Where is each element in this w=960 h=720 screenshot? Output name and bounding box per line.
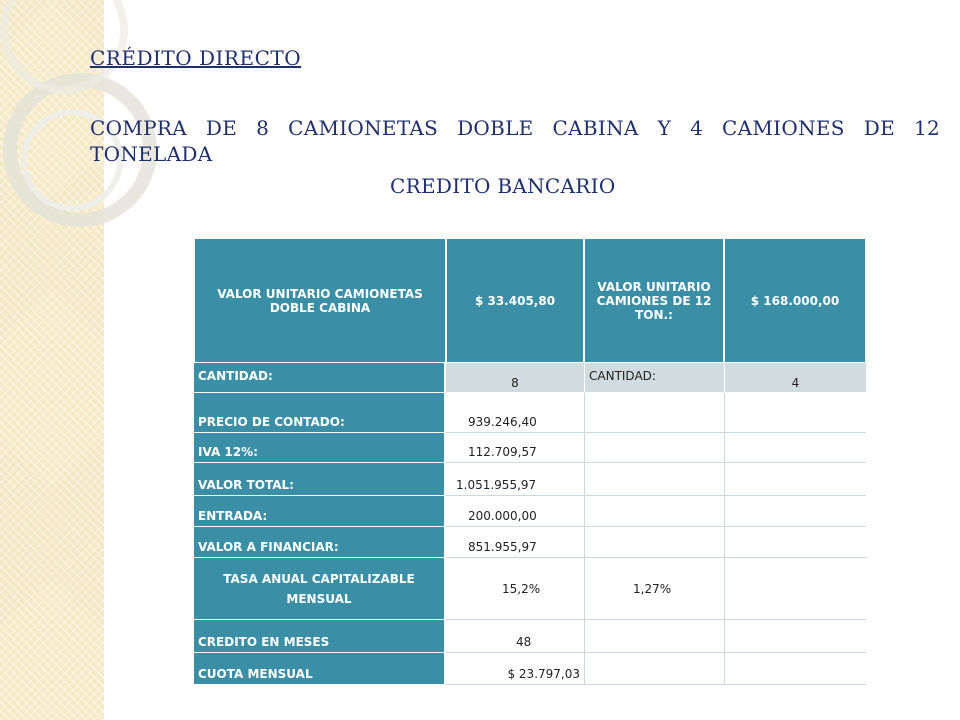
row-value: 1.051.955,97 <box>446 463 584 496</box>
row-value: 15,2% <box>446 558 584 620</box>
row-col3 <box>584 496 724 527</box>
table-row <box>194 433 866 463</box>
row-col4: 4 <box>724 363 866 393</box>
row-value: $ 23.797,03 <box>446 653 584 685</box>
row-col4 <box>724 653 866 685</box>
section-heading: CREDITO BANCARIO <box>390 174 616 198</box>
table-row <box>194 527 866 558</box>
credit-table <box>194 238 866 685</box>
row-col4 <box>724 558 866 620</box>
row-label: VALOR TOTAL: <box>194 463 446 496</box>
row-label: TASA ANUAL CAPITALIZABLE MENSUAL <box>194 558 446 620</box>
row-col3 <box>584 620 724 653</box>
row-col4 <box>724 433 866 463</box>
row-col3 <box>584 527 724 558</box>
table-row <box>194 558 866 620</box>
row-col3: CANTIDAD: <box>584 363 724 393</box>
row-label: CREDITO EN MESES <box>194 620 446 653</box>
header-cell-pickup-price: $ 33.405,80 <box>446 238 584 363</box>
row-value: 939.246,40 <box>446 393 584 433</box>
row-col4 <box>724 620 866 653</box>
row-col3 <box>584 653 724 685</box>
table-header-row <box>194 238 866 363</box>
table-row <box>194 653 866 685</box>
row-col4 <box>724 527 866 558</box>
row-value: 8 <box>446 363 584 393</box>
page-title: CRÉDITO DIRECTO <box>90 46 302 70</box>
row-col4 <box>724 393 866 433</box>
row-col3 <box>584 463 724 496</box>
header-cell-truck-price: $ 168.000,00 <box>724 238 866 363</box>
row-label: IVA 12%: <box>194 433 446 463</box>
page-subtitle: COMPRA DE 8 CAMIONETAS DOBLE CABINA Y 4 CAMIONES DE 12 <box>90 116 940 140</box>
row-label: CUOTA MENSUAL <box>194 653 446 685</box>
page-subtitle-line2: TONELADA <box>90 142 213 166</box>
row-col4 <box>724 463 866 496</box>
table-row <box>194 620 866 653</box>
row-value: 851.955,97 <box>446 527 584 558</box>
row-label: VALOR A FINANCIAR: <box>194 527 446 558</box>
row-col3 <box>584 433 724 463</box>
row-label: PRECIO DE CONTADO: <box>194 393 446 433</box>
row-col3 <box>584 393 724 433</box>
row-value: 112.709,57 <box>446 433 584 463</box>
row-value: 48 <box>446 620 584 653</box>
row-label: CANTIDAD: <box>194 363 446 393</box>
table-row <box>194 393 866 433</box>
row-label: ENTRADA: <box>194 496 446 527</box>
table-row <box>194 496 866 527</box>
table-row <box>194 463 866 496</box>
header-cell-unit-value-pickups: VALOR UNITARIO CAMIONETAS DOBLE CABINA <box>194 238 446 363</box>
row-col4 <box>724 496 866 527</box>
row-value: 200.000,00 <box>446 496 584 527</box>
row-col3: 1,27% <box>584 558 724 620</box>
table-row <box>194 363 866 393</box>
header-cell-unit-value-trucks: VALOR UNITARIO CAMIONES DE 12 TON.: <box>584 238 724 363</box>
